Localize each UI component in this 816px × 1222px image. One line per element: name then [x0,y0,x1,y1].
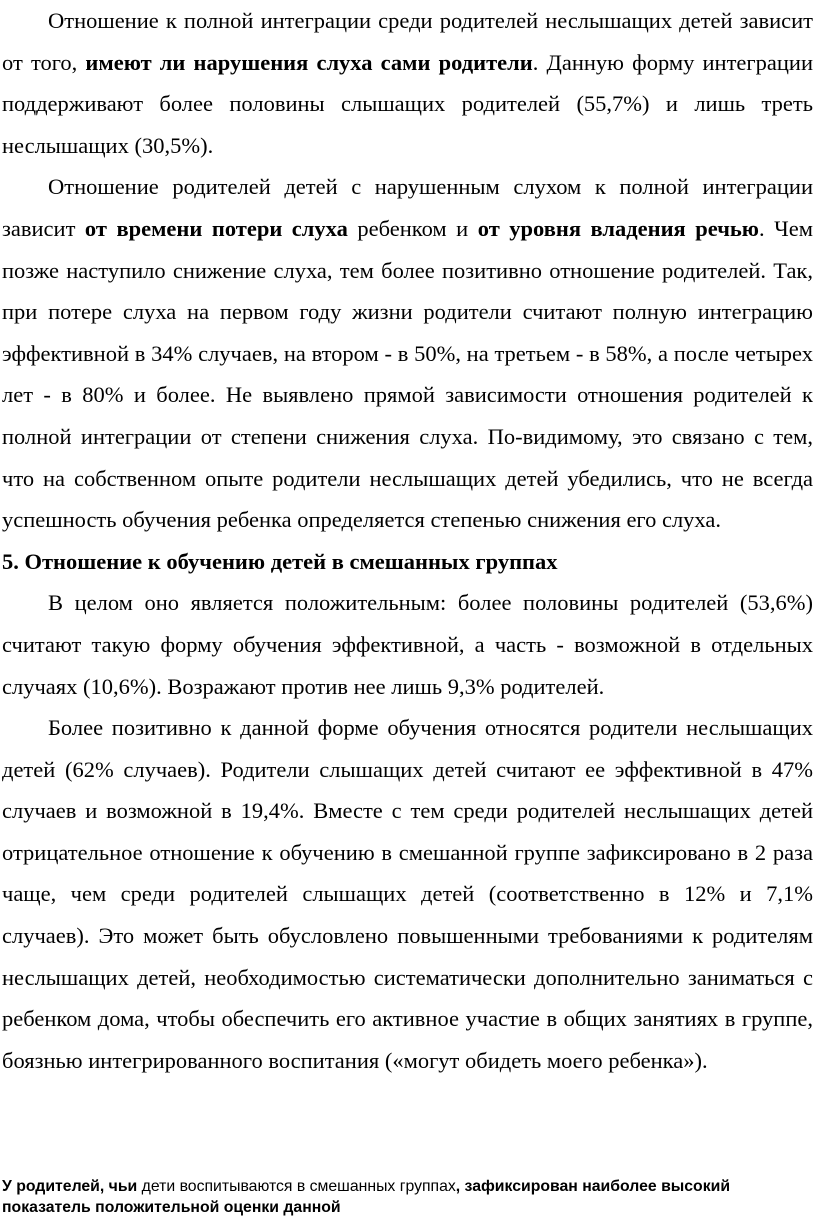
paragraph-1-text-a: Отношение к полной интеграции среди родителей неслышащих детей зависит от того, [2,8,813,75]
paragraph-4: Более позитивно к данной форме обучения относятся родители неслышащих детей (62% случаев). Родители слышащих детей считают ее эффективной в 47% случаев и возможной в 19,4%. Вместе с тем среди родителей неслышащих детей отрицательное отношение к обучению в смешанной группе зафиксировано в 2 раза чаще, чем среди родителей слышащих детей (соответственно в 12% и 7,1% случаев). Это может быть обусловлено повышенными требованиями к родителям неслышащих детей, необходимостью систематически дополнительно заниматься с ребенком дома, чтобы обеспечить его активное участие в общих занятиях в группе, боязнью интегрированного воспитания («могут обидеть моего ребенка»). [2,715,813,1073]
paragraph-2 [2,166,813,540]
paragraph-1-text-b: . Данную форму интеграции поддерживают более половины слышащих родителей (55,7%) и лишь треть неслышащих (30,5%). [2,49,813,158]
caption-bold-2: , зафиксирован наиболее высокий показатель положительной оценки данной [2,1178,731,1216]
paragraph-2-emphasis-2: от уровня владения речью [477,215,759,241]
paragraph-2-text-a: Отношение родителей детей с нарушенным слухом к полной интеграции зависит [2,174,813,241]
caption-regular: дети воспитываются в смешанных группах [137,1178,456,1195]
section-heading: 5. Отношение к обучению детей в смешанных группах [2,548,558,574]
caption-bold-1: У родителей, чьи [2,1178,138,1195]
paragraph-3: В целом оно является положительным: более половины родителей (53,6%) считают такую форму обучения эффективной, а часть - возможной в отдельных случаях (10,6%). Возражают против нее лишь 9,3% родителей. [2,590,813,699]
paragraph-2-text-b: ребенком и [347,215,478,241]
paragraph-2-text-c: . Чем позже наступило снижение слуха, тем более позитивно отношение родителей. Так, при потере слуха на первом году жизни родители считают полную интеграцию эффективной в 34% случаев, на втором - в 50%, на третьем - в 58%, а после четырех лет - в 80% и более. Не выявлено прямой зависимости отношения родителей к полной интеграции от степени снижения слуха. По-видимому, это связано с тем, что на собственном опыте родители неслышащих детей убедились, что не всегда успешность обучения ребенка определяется степенью снижения его слуха. [2,215,813,533]
paragraph-2-emphasis-1: от времени потери слуха [84,215,348,241]
paragraph-1 [2,0,813,166]
caption [2,1176,812,1218]
paragraph-1-emphasis: имеют ли нарушения слуха сами родители [85,49,533,75]
